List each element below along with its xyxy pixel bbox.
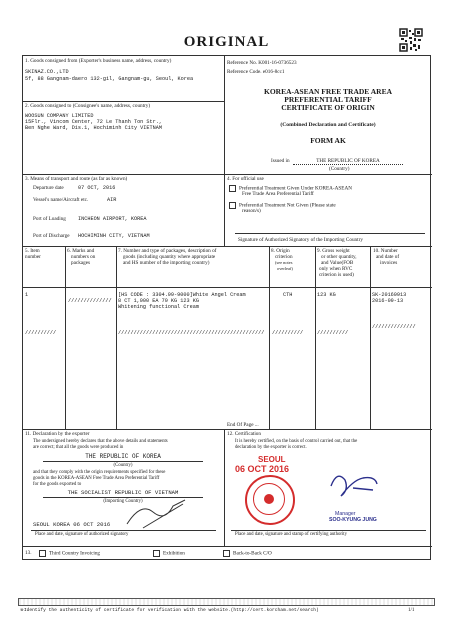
- col-weight-header-2: or other quantity,: [321, 254, 357, 260]
- consignee-name: WOOSUN COMPANY LIMITED: [25, 113, 94, 119]
- end-of-page: End Of Page ...: [227, 422, 259, 428]
- box13-label: 13.: [25, 550, 32, 556]
- third-country-checkbox[interactable]: [39, 550, 46, 557]
- box1-label: 1. Goods consigned from (Exporter's business name, address, country): [25, 58, 172, 64]
- col-desc-header-3: and HS number of the importing country): [123, 260, 210, 266]
- col-weight-header-5: criterion is used): [319, 272, 354, 278]
- invoice-number: SK-20160913: [372, 292, 407, 298]
- manager-name: SOO-KYUNG JUNG: [329, 517, 377, 523]
- preferential-not-given-text: Preferential Treatment Not Given (Please state: [239, 202, 336, 209]
- box11-label: 11. Declaration by the exporter: [25, 431, 90, 437]
- item-slashes: //////////: [25, 330, 57, 336]
- issued-country-caption: (Country): [329, 166, 350, 172]
- col-marks-header-2: numbers on: [71, 254, 96, 260]
- security-strip: [18, 598, 435, 606]
- exhibition-checkbox[interactable]: [153, 550, 160, 557]
- vessel-label: Vessel's name/Aircraft etc.: [33, 197, 89, 203]
- col-invoice-header-1: 10. Number: [373, 248, 398, 254]
- col-marks-header-3: packages: [71, 260, 91, 266]
- port-of-loading: INCHEON AIRPORT, KOREA: [78, 216, 147, 222]
- preferential-given-text-2: Free Trade Area Preferential Tariff: [242, 191, 314, 197]
- combined-declaration: (Combined Declaration and Certificate): [280, 122, 376, 128]
- box3-label: 3. Means of transport and route (as far as known): [25, 176, 128, 182]
- exporter-signature-caption: Place and date, signature of authorized signatory: [35, 532, 129, 537]
- description-line-3: Whitening functional Cream: [118, 304, 199, 310]
- consignee-address-2: Ben Nghe Ward, Dis.1, Hochiminh City VIETNAM: [25, 125, 162, 131]
- preferential-given-text: Preferential Treatment Given Under KOREA-ASEAN: [239, 185, 352, 192]
- col-desc-header-2: goods (including quantity where appropriate: [123, 254, 216, 260]
- exhibition-text: Exhibition: [163, 550, 185, 557]
- preferential-not-given-checkbox[interactable]: [229, 202, 236, 209]
- certification-city: SEOUL: [258, 455, 286, 464]
- origin-criterion: CTH: [283, 292, 293, 298]
- verification-notice: ※Identify the authenticity of certificate for verification with the website.(http://cert.korcham.net/search): [20, 608, 319, 613]
- declaration-line-5: for the goods exported to: [33, 482, 82, 487]
- col-weight-header-1: 9. Gross weight: [317, 248, 350, 254]
- heading-line-3: CERTIFICATE OF ORIGIN: [281, 103, 375, 112]
- exporter-signature-icon: [123, 494, 193, 534]
- port-of-discharge: HOCHIMINH CITY, VIETNAM: [78, 233, 150, 239]
- invoice-date: 2016-09-13: [372, 298, 404, 304]
- origin-slashes: //////////: [272, 330, 304, 336]
- form-name: FORM AK: [310, 136, 346, 145]
- certificate-form: [22, 55, 431, 560]
- page-number: 1/1: [408, 608, 415, 613]
- certifier-signature-icon: [323, 466, 383, 506]
- exporter-place-date: SEOUL KOREA 06 OCT 2016: [33, 521, 111, 528]
- certification-line-1: It is hereby certified, on the basis of control carried out, that the: [235, 439, 358, 444]
- reference-code: Reference Code. e016-8cc1: [227, 69, 285, 75]
- description-line-1: [HS CODE : 3304.99-9000]White Angel Cream: [118, 292, 246, 298]
- document-title: ORIGINAL: [183, 34, 270, 50]
- col-desc-header-1: 7. Number and type of packages, description of: [118, 248, 217, 254]
- importing-country-caption: (Importing Country): [103, 499, 143, 504]
- col-origin-header-3: (see notes: [275, 260, 293, 265]
- box2-label: 2. Goods consigned to (Consignee's name, address, country): [25, 103, 151, 109]
- declaration-line-1: The undersigned hereby declares that the above details and statements: [33, 439, 168, 444]
- preferential-given-checkbox[interactable]: [229, 185, 236, 192]
- gross-weight: 123 KG: [317, 292, 336, 298]
- importing-signatory-caption: Signature of Authorized Signatory of the Importing Country: [238, 237, 363, 243]
- box4-label: 4. For official use: [227, 176, 264, 182]
- weight-slashes: //////////: [317, 330, 349, 336]
- departure-label: Departure date: [33, 185, 64, 191]
- back-to-back-text: Back-to-Back C/O: [233, 550, 272, 557]
- col-item-header-1: 5. Item: [25, 248, 40, 254]
- importing-country: THE SOCIALIST REPUBLIC OF VIETNAM: [67, 489, 179, 496]
- col-invoice-header-3: invoices: [380, 260, 398, 266]
- col-invoice-header-2: and date of: [376, 254, 400, 260]
- producing-country-caption: (Country): [113, 463, 133, 468]
- consignee-address-1: 15Flr., Vincom Center, 72 Le Thanh Ton Str.,: [25, 119, 162, 125]
- producing-country: THE REPUBLIC OF KOREA: [85, 453, 161, 460]
- certifier-signature-caption: Place and date, signature and stamp of certifying authority: [235, 532, 348, 537]
- third-country-text: Third Country Invoicing: [49, 550, 101, 557]
- col-origin-header-2: criterion: [275, 254, 293, 260]
- certification-line-2: declaration by the exporter is correct.: [235, 445, 307, 450]
- description-line-2: 8 CT 1,000 EA 70 KG 123 KG: [118, 298, 199, 304]
- chamber-seal-icon: [245, 475, 295, 525]
- declaration-line-2: are correct; that all the goods were produced in: [33, 445, 124, 450]
- col-origin-header-1: 8. Origin: [271, 248, 290, 254]
- certification-date: 06 OCT 2016: [235, 464, 290, 474]
- item-number: 1: [25, 292, 29, 298]
- manager-title: Manager: [335, 511, 356, 517]
- heading-line-1: KOREA-ASEAN FREE TRADE AREA: [263, 87, 392, 96]
- issued-in-country: THE REPUBLIC OF KOREA: [293, 158, 403, 165]
- exporter-address: 5f, 88 Gangnam-daero 132-gil, Gangnam-gu, Seoul, Korea: [25, 76, 194, 82]
- box12-label: 12. Certification: [227, 431, 261, 437]
- exporter-name: SKINAZ.CO.,LTD: [25, 69, 69, 75]
- discharge-label: Port of Discharge: [33, 233, 70, 239]
- invoice-slashes: //////////////: [372, 324, 416, 330]
- col-item-header-2: number: [25, 254, 41, 260]
- declaration-line-3: and that they comply with the origin requirements specified for these: [33, 470, 166, 475]
- issued-in-label: Issued in: [271, 158, 290, 164]
- declaration-line-4: goods in the KOREA-ASEAN Free Trade Area Preferential Tariff: [33, 476, 160, 481]
- vessel-name: AIR: [107, 197, 117, 203]
- loading-label: Port of Loading: [33, 216, 66, 222]
- heading-line-2: PREFERENTIAL TARIFF: [284, 95, 372, 104]
- description-slashes: ///////////////////////////////////////////////: [118, 330, 265, 336]
- back-to-back-checkbox[interactable]: [223, 550, 230, 557]
- col-marks-header-1: 6. Marks and: [67, 248, 95, 254]
- marks-value: //////////////: [68, 298, 112, 304]
- col-weight-header-4: only when RVC: [319, 266, 353, 272]
- col-origin-header-4: overleaf): [277, 266, 293, 271]
- departure-date: 07 OCT, 2016: [78, 185, 116, 191]
- qr-code-icon: [399, 28, 423, 52]
- col-weight-header-3: and Value(FOB: [321, 260, 354, 266]
- preferential-not-given-text-2: reason/s): [242, 208, 261, 214]
- reference-number: Reference No. K001-16-0736523: [227, 60, 297, 66]
